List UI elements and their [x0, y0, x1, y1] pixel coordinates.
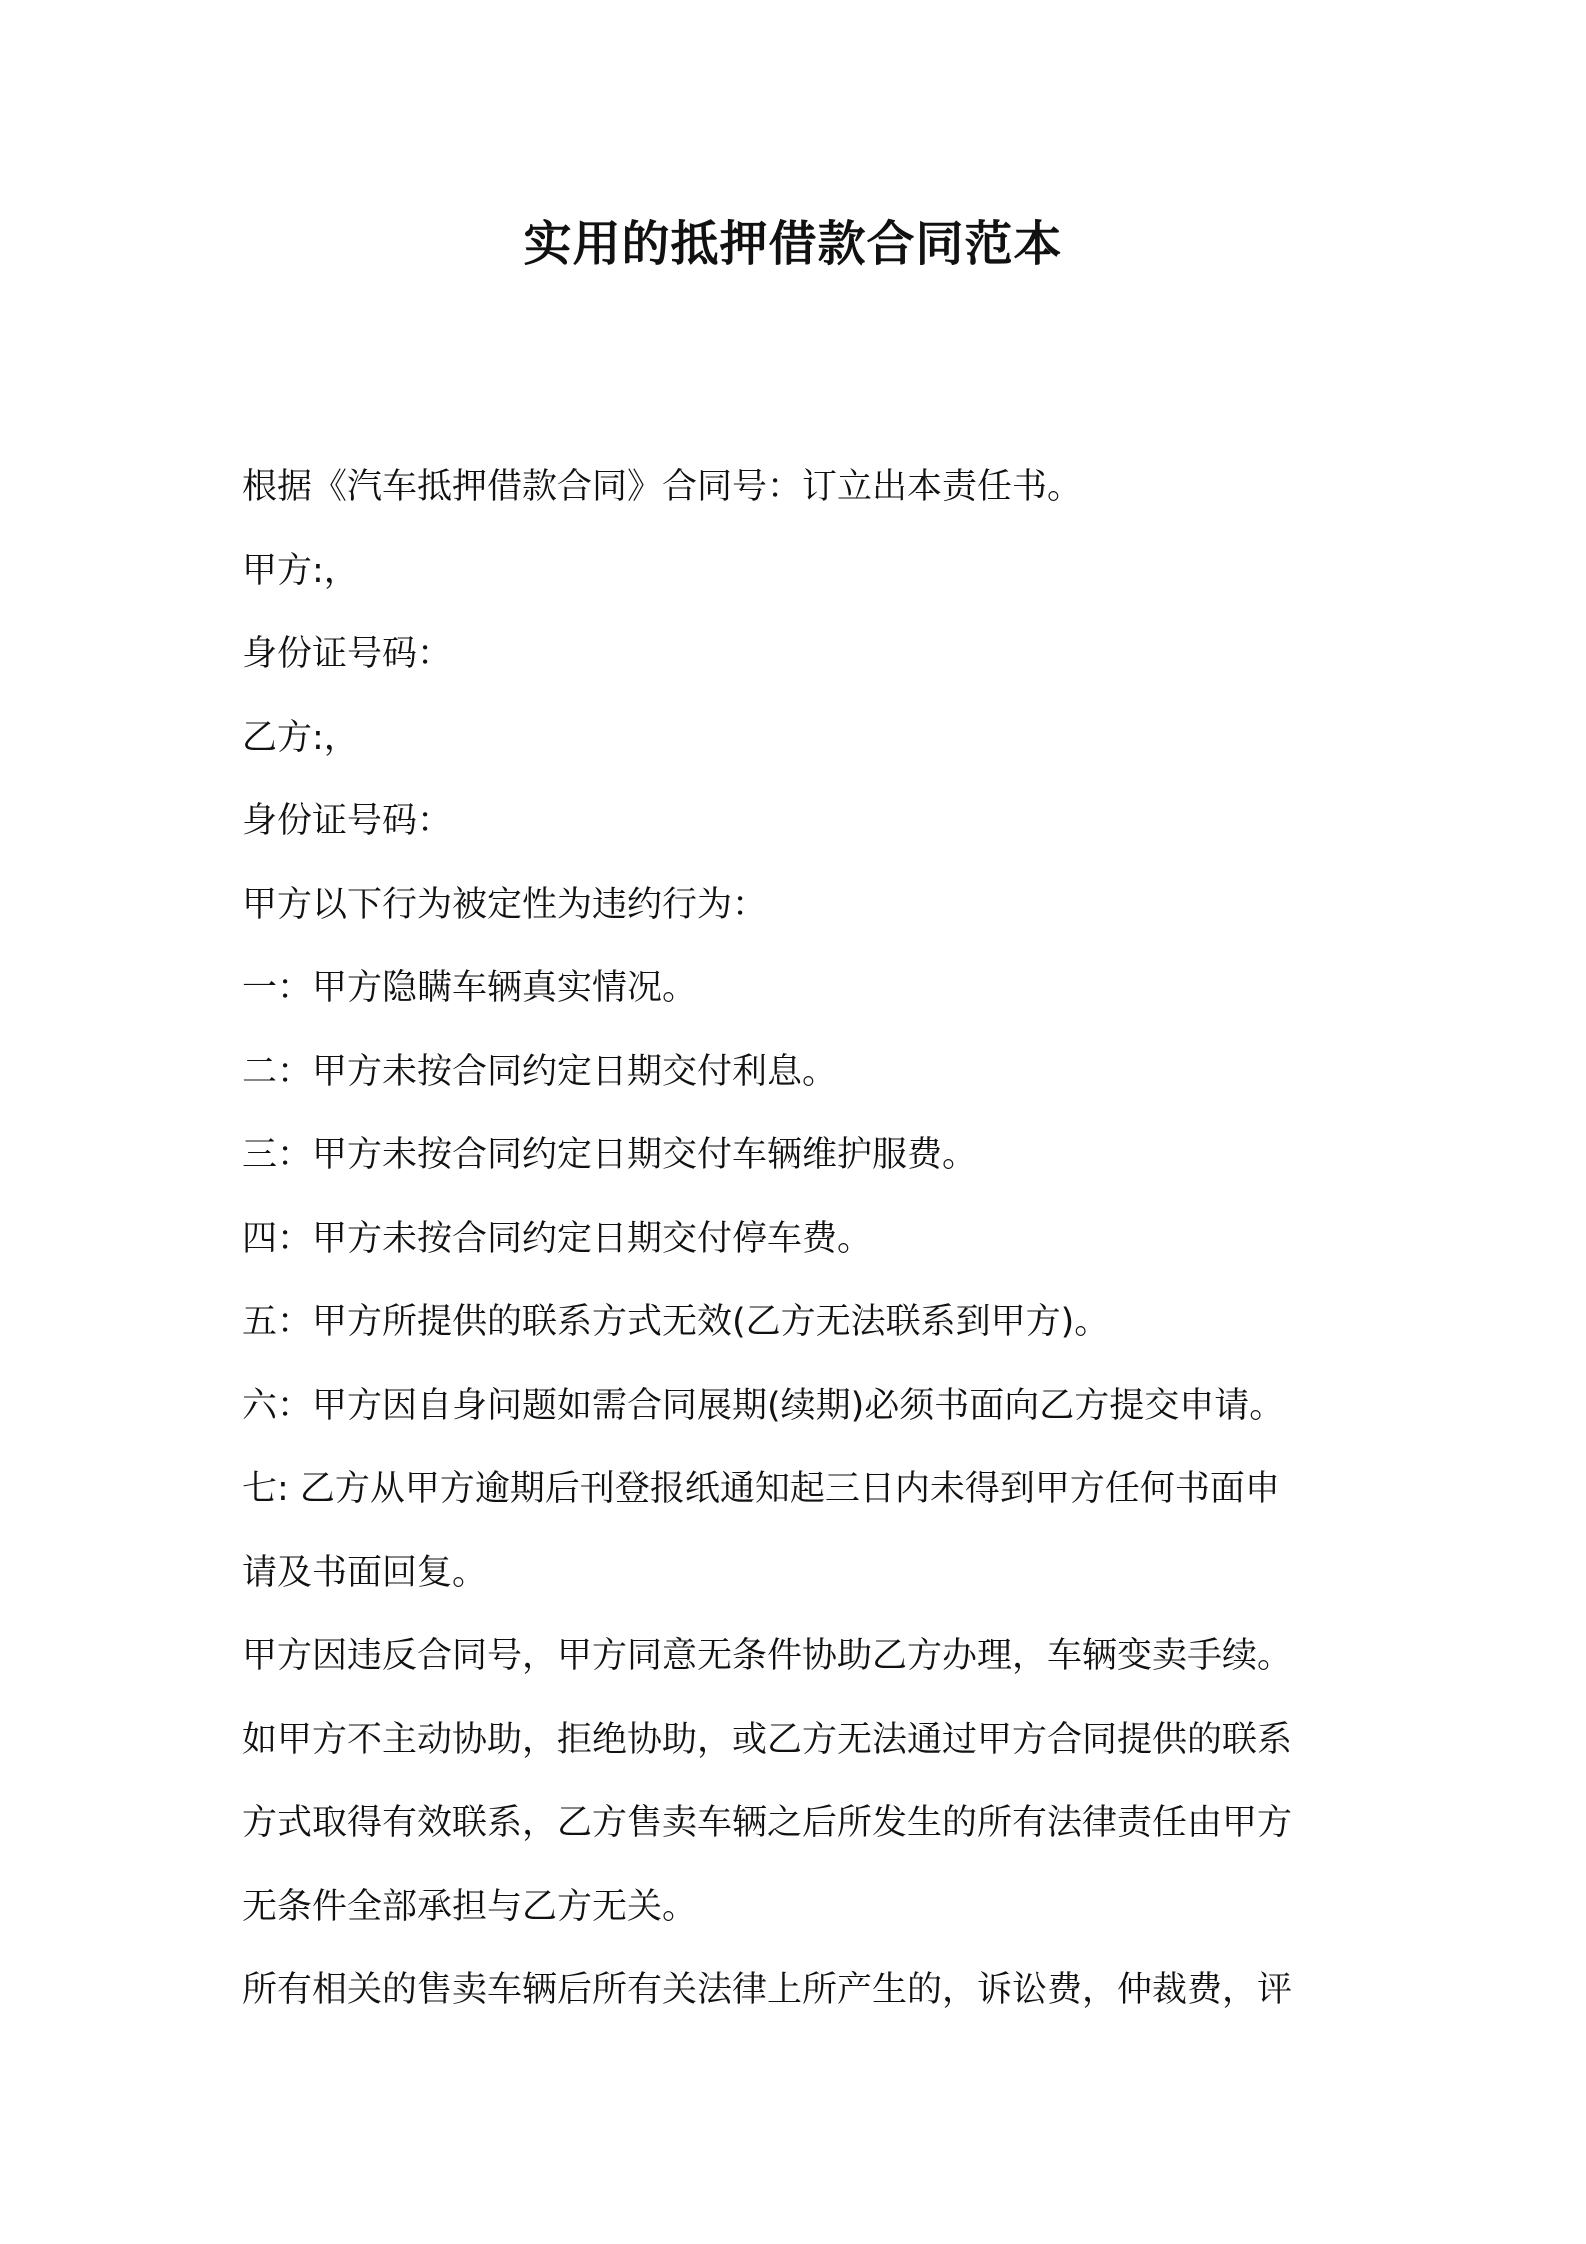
breach-item-3: 三：甲方未按合同约定日期交付车辆维护服费。 — [242, 1135, 978, 1175]
breach-item-7-continued: 请及书面回复。 — [242, 1552, 488, 1593]
paragraph-line: 所有相关的售卖车辆后所有关法律上所产生的，诉讼费，仲裁费，评 — [242, 1970, 1293, 2010]
breach-item-1: 一：甲方隐瞒车辆真实情况。 — [242, 968, 698, 1008]
party-b-id-line: 身份证号码： — [242, 801, 453, 841]
paragraph-line: 无条件全部承担与乙方无关。 — [242, 1886, 698, 1927]
party-a-id-line: 身份证号码： — [242, 634, 453, 674]
intro-line: 根据《汽车抵押借款合同》合同号：订立出本责任书。 — [242, 467, 1083, 507]
breach-heading: 甲方以下行为被定性为违约行为： — [242, 884, 768, 925]
paragraph-line: 甲方因违反合同号，甲方同意无条件协助乙方办理，车辆变卖手续。 — [242, 1636, 1293, 1676]
party-a-line: 甲方:， — [242, 550, 359, 591]
breach-item-7: 七: 乙方从甲方逾期后刊登报纸通知起三日内未得到甲方任何书面申 — [242, 1469, 1280, 1509]
breach-item-2: 二：甲方未按合同约定日期交付利息。 — [242, 1051, 838, 1092]
paragraph-line: 如甲方不主动协助，拒绝协助，或乙方无法通过甲方合同提供的联系 — [242, 1719, 1293, 1760]
breach-item-6: 六：甲方因自身问题如需合同展期(续期)必须书面向乙方提交申请。 — [242, 1385, 1285, 1426]
breach-item-5: 五：甲方所提供的联系方式无效(乙方无法联系到甲方)。 — [242, 1302, 1110, 1342]
document-title: 实用的抵押借款合同范本 — [523, 216, 1063, 272]
paragraph-line: 方式取得有效联系，乙方售卖车辆之后所发生的所有法律责任由甲方 — [242, 1803, 1293, 1843]
document-body — [242, 446, 1362, 2033]
breach-item-4: 四：甲方未按合同约定日期交付停车费。 — [242, 1218, 873, 1259]
party-b-line: 乙方:， — [242, 717, 359, 758]
